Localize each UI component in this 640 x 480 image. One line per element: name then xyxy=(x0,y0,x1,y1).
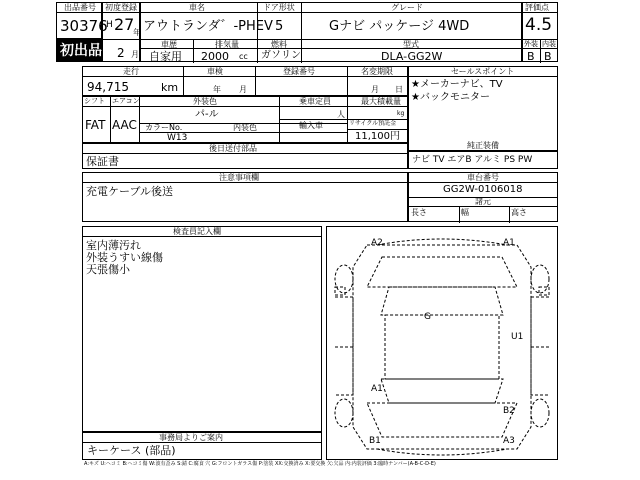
later-parts-label: 後日送付部品 xyxy=(209,144,257,153)
later-parts-block xyxy=(82,143,408,169)
first-registration-cell xyxy=(102,2,140,62)
fuel-label: 燃料 xyxy=(271,40,287,49)
row3-block xyxy=(82,96,408,143)
transfer-label: 名変期限 xyxy=(361,67,393,76)
model: DLA-GG2W xyxy=(381,50,443,63)
car-diagram-svg xyxy=(327,227,557,459)
doors-label: ドア形状 xyxy=(263,3,295,12)
notes: 充電ケーブル後送 xyxy=(86,185,174,198)
inspector-block xyxy=(82,226,322,432)
int-label: 内装 xyxy=(542,40,556,48)
inspector-line-1: 室内薄汚れ xyxy=(86,239,141,252)
capacity-unit: 人 xyxy=(337,110,345,119)
month-unit: 月 xyxy=(131,50,139,59)
grade: Gナビ パッケージ 4WD xyxy=(329,19,470,34)
later-parts: 保証書 xyxy=(86,155,119,168)
ext-score: B xyxy=(527,50,535,63)
row2-block xyxy=(82,66,408,96)
damage-diagram xyxy=(326,226,558,460)
score-label: 評価点 xyxy=(525,3,549,12)
displacement-label: 排気量 xyxy=(215,40,239,49)
lot-number: 30376 xyxy=(60,17,108,35)
sales-point-1: ★メーカーナビ、TV xyxy=(411,79,503,90)
inspection-year-unit: 年 xyxy=(213,85,221,94)
model-label: 型式 xyxy=(403,40,419,49)
displacement-unit: cc xyxy=(239,52,248,61)
notes-block xyxy=(82,172,408,222)
inspector-line-2: 外装うすい線傷 xyxy=(86,251,163,264)
height-label: 高さ xyxy=(511,208,527,217)
damage-mark-a3: A3 xyxy=(503,436,515,446)
options-label: 純正装備 xyxy=(467,141,499,150)
damage-mark-a2: A2 xyxy=(371,238,383,248)
mileage: 94,715 xyxy=(87,80,129,94)
color: パ-ル xyxy=(195,109,219,120)
recycle: 11,100円 xyxy=(355,131,400,142)
damage-mark-b1: B1 xyxy=(369,436,381,446)
doors: 5 xyxy=(275,19,284,34)
era: H xyxy=(106,20,113,30)
year: 27 xyxy=(114,15,135,34)
inspection-month-unit: 月 xyxy=(239,85,247,94)
mileage-label: 走行 xyxy=(123,67,139,76)
length-label: 長さ xyxy=(411,208,427,217)
office-block xyxy=(82,432,322,460)
load-unit: kg xyxy=(397,110,405,117)
year-unit: 年 xyxy=(133,28,141,37)
inspector-line-3: 天張傷小 xyxy=(86,263,130,276)
chassis-block xyxy=(408,172,558,222)
dimensions-label: 諸元 xyxy=(475,197,491,206)
fuel: ガソリン xyxy=(261,50,301,61)
lot-number-label: 出品番号 xyxy=(64,3,96,12)
office-label: 事務局よりご案内 xyxy=(159,433,223,442)
options: ナビ TV エアB アルミ PS PW xyxy=(412,155,533,165)
color-no: W13 xyxy=(167,133,188,143)
car-name: アウトランダ゛-PHEV xyxy=(143,19,273,34)
office-value: キーケース (部品) xyxy=(87,444,176,457)
month: 2 xyxy=(117,46,125,60)
transfer-month-unit: 月 xyxy=(371,85,379,94)
car-info-block xyxy=(140,2,522,62)
sales-points-label: セールスポイント xyxy=(451,67,515,76)
grade-label: グレード xyxy=(391,3,423,12)
inspector-label: 検査員記入欄 xyxy=(173,227,221,236)
usage: 自家用 xyxy=(149,50,182,63)
displacement: 2000 xyxy=(201,50,229,63)
ac: AAC xyxy=(112,118,137,132)
color-label: 外装色 xyxy=(193,97,217,106)
sales-points-block xyxy=(408,66,558,151)
damage-mark-u1: U1 xyxy=(511,332,524,342)
ext-label: 外装 xyxy=(524,40,538,48)
sales-point-2: ★バックモニター xyxy=(411,92,490,103)
first-entry-badge xyxy=(56,39,102,62)
ac-label: エアコン xyxy=(112,97,140,105)
recycle-label: リサイクル預託金 xyxy=(349,120,397,127)
score: 4.5 xyxy=(525,15,553,35)
capacity-label: 乗車定員 xyxy=(299,97,331,106)
lot-number-cell xyxy=(56,2,108,39)
damage-mark-g: G xyxy=(424,312,431,322)
options-block xyxy=(408,141,558,169)
load-label: 最大積載量 xyxy=(361,97,401,106)
first-registration-label: 初度登録 xyxy=(105,3,137,12)
int-score: B xyxy=(544,50,552,63)
registration-no-label: 登録番号 xyxy=(283,67,315,76)
usage-label: 車歴 xyxy=(161,40,177,49)
shift: FAT xyxy=(85,118,106,132)
score-block xyxy=(522,2,558,62)
shift-label: シフト xyxy=(84,97,105,105)
interior-color-label: 内装色 xyxy=(233,123,257,132)
inspection-label: 車検 xyxy=(207,67,223,76)
damage-mark-a1: A1 xyxy=(503,238,515,248)
notes-label: 注意事項欄 xyxy=(219,173,259,182)
car-name-label: 車名 xyxy=(189,3,205,12)
chassis-label: 車台番号 xyxy=(467,173,499,182)
damage-mark-b2: B2 xyxy=(503,406,515,416)
color-no-label: カラーNo. xyxy=(145,123,183,132)
transfer-day-unit: 日 xyxy=(395,85,403,94)
width-label: 幅 xyxy=(461,208,469,217)
chassis-number: GG2W-0106018 xyxy=(443,184,523,195)
legend: A:キズ U:ヘコミ B:ヘコミ傷 W:波有歪み S:錆 C:腐食 穴 G:フロントガラス傷 P:塗装 XX:交換済み X:要交換 欠:欠品 内:内装評価 3:臨時ナンバー(A-B-C-D-E) xyxy=(84,461,436,467)
first-entry-text: 初出品 xyxy=(60,43,102,59)
import-label: 輸入車 xyxy=(299,121,323,130)
damage-mark-a1: A1 xyxy=(371,384,383,394)
mileage-unit: km xyxy=(161,81,179,94)
